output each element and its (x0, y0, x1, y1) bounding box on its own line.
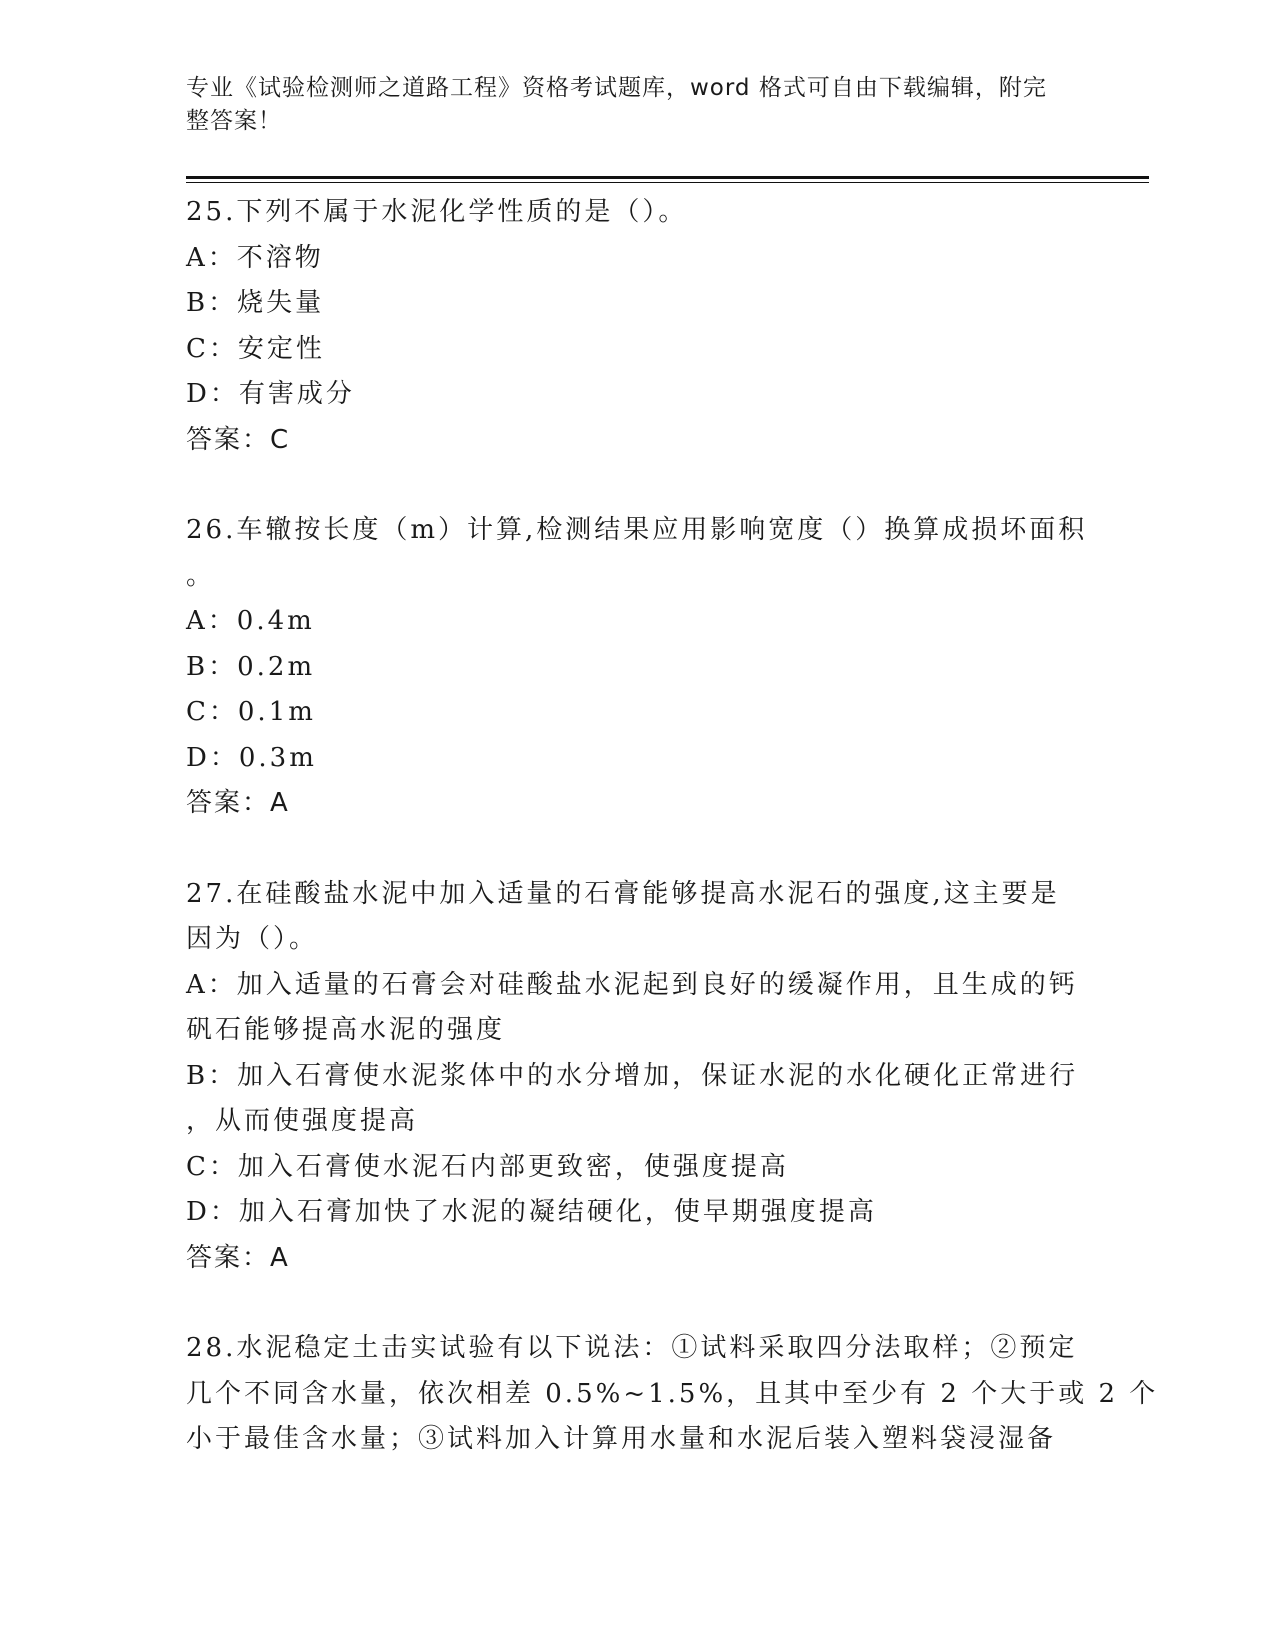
question-stem: 27.在硅酸盐水泥中加入适量的石膏能够提高水泥石的强度,这主要是 (186, 878, 1060, 909)
option-d: D：有害成分 (186, 379, 355, 409)
question-list (186, 190, 1159, 1463)
option-d: D：0.3m (186, 742, 317, 773)
option-b-cont: ，从而使强度提高 (186, 1106, 419, 1136)
question-stem-cont: 小于最佳含水量；③试料加入计算用水量和水泥后装入塑料袋浸湿备 (186, 1424, 1057, 1454)
question-26 (186, 508, 1086, 827)
question-stem-cont: 。 (186, 560, 216, 591)
header-rule-thin (186, 182, 1149, 183)
question-27 (186, 872, 1086, 1282)
question-stem: 28.水泥稳定土击实试验有以下说法：①试料采取四分法取样；②预定 (186, 1333, 1078, 1363)
header-line-2: 整答案！ (186, 108, 282, 134)
option-c: C：加入石膏使水泥石内部更致密，使强度提高 (186, 1151, 789, 1182)
option-c: C：安定性 (186, 333, 325, 364)
question-stem: 26.车辙按长度（m）计算,检测结果应用影响宽度（）换算成损坏面积 (186, 515, 1088, 545)
document-header (186, 72, 1066, 138)
option-b: B：烧失量 (186, 288, 325, 318)
option-a: A：加入适量的石膏会对硅酸盐水泥起到良好的缓凝作用，且生成的钙 (186, 969, 1078, 1000)
spacer (186, 827, 1086, 872)
question-stem-cont: 因为（）。 (186, 924, 319, 954)
option-a: A：0.4m (186, 606, 315, 636)
question-28 (186, 1326, 1159, 1463)
option-c: C：0.1m (186, 697, 316, 727)
option-d: D：加入石膏加快了水泥的凝结硬化，使早期强度提高 (186, 1197, 877, 1227)
option-a-cont: 矾石能够提高水泥的强度 (186, 1015, 506, 1045)
question-25 (186, 190, 1086, 463)
spacer (186, 463, 1086, 508)
header-line-1: 专业《试验检测师之道路工程》资格考试题库，word 格式可自由下载编辑，附完 (186, 75, 1047, 101)
question-stem: 25.下列不属于水泥化学性质的是（）。 (186, 197, 688, 227)
option-b: B：加入石膏使水泥浆体中的水分增加，保证水泥的水化硬化正常进行 (186, 1060, 1079, 1091)
header-rule-thick (186, 176, 1149, 179)
answer: 答案：C (186, 424, 291, 455)
answer: 答案：A (186, 788, 290, 818)
spacer (186, 1281, 1086, 1326)
option-a: A：不溶物 (186, 242, 324, 273)
option-b: B：0.2m (186, 651, 316, 682)
answer: 答案：A (186, 1242, 290, 1273)
question-stem-cont: 几个不同含水量，依次相差 0.5%~1.5%，且其中至少有 2 个大于或 2 个 (186, 1378, 1159, 1409)
